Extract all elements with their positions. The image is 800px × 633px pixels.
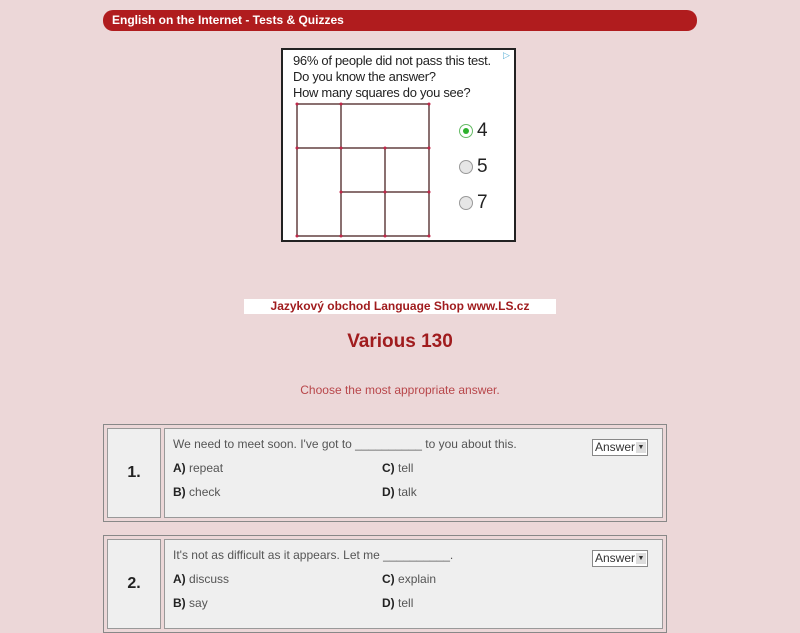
ad-line: Do you know the answer? bbox=[293, 69, 436, 84]
dropdown-arrow-icon[interactable]: ▼ bbox=[637, 555, 645, 562]
adchoices-icon[interactable]: ▷ bbox=[503, 50, 510, 60]
dropdown-arrow-icon[interactable]: ▼ bbox=[637, 444, 645, 451]
answer-select-label: Answer bbox=[595, 440, 636, 454]
question-text: We need to meet soon. I've got to __________ to you about this. bbox=[173, 437, 517, 451]
radio-icon[interactable] bbox=[459, 196, 473, 210]
choice-a: A) repeat bbox=[173, 461, 224, 475]
answer-select[interactable] bbox=[592, 439, 648, 456]
answer-select[interactable] bbox=[592, 550, 648, 567]
ad-option-label: 5 bbox=[477, 156, 488, 177]
question-1 bbox=[103, 424, 667, 522]
ad-line: 96% of people did not pass this test. bbox=[293, 53, 491, 68]
ad-option-label: 4 bbox=[477, 120, 488, 141]
language-shop-link[interactable]: Jazykový obchod Language Shop www.LS.cz bbox=[244, 299, 556, 314]
advertisement[interactable] bbox=[281, 48, 516, 242]
question-number: 2. bbox=[107, 539, 161, 629]
squares-puzzle-image bbox=[295, 102, 435, 240]
question-text: It's not as difficult as it appears. Let me __________. bbox=[173, 548, 454, 562]
choice-d: D) talk bbox=[382, 485, 417, 499]
ad-text bbox=[293, 53, 491, 101]
ad-option-7[interactable] bbox=[459, 192, 488, 214]
choice-d: D) tell bbox=[382, 596, 414, 610]
choice-a: A) discuss bbox=[173, 572, 230, 586]
site-header-bar bbox=[103, 10, 697, 31]
ad-option-4[interactable] bbox=[459, 120, 488, 142]
question-body bbox=[164, 539, 663, 629]
choice-c: C) explain bbox=[382, 572, 437, 586]
question-2 bbox=[103, 535, 667, 633]
choice-b: B) check bbox=[173, 485, 221, 499]
choice-b: B) say bbox=[173, 596, 208, 610]
question-body bbox=[164, 428, 663, 518]
question-number: 1. bbox=[107, 428, 161, 518]
instructions: Choose the most appropriate answer. bbox=[300, 383, 500, 397]
page-title: Various 130 bbox=[347, 331, 453, 352]
ad-option-5[interactable] bbox=[459, 156, 488, 178]
ad-option-label: 7 bbox=[477, 192, 488, 213]
answer-select-label: Answer bbox=[595, 551, 636, 565]
choice-c: C) tell bbox=[382, 461, 414, 475]
radio-icon[interactable] bbox=[459, 160, 473, 174]
radio-selected-icon[interactable] bbox=[459, 124, 473, 138]
ad-line: How many squares do you see? bbox=[293, 85, 471, 100]
site-title: English on the Internet - Tests & Quizzes bbox=[112, 13, 344, 27]
